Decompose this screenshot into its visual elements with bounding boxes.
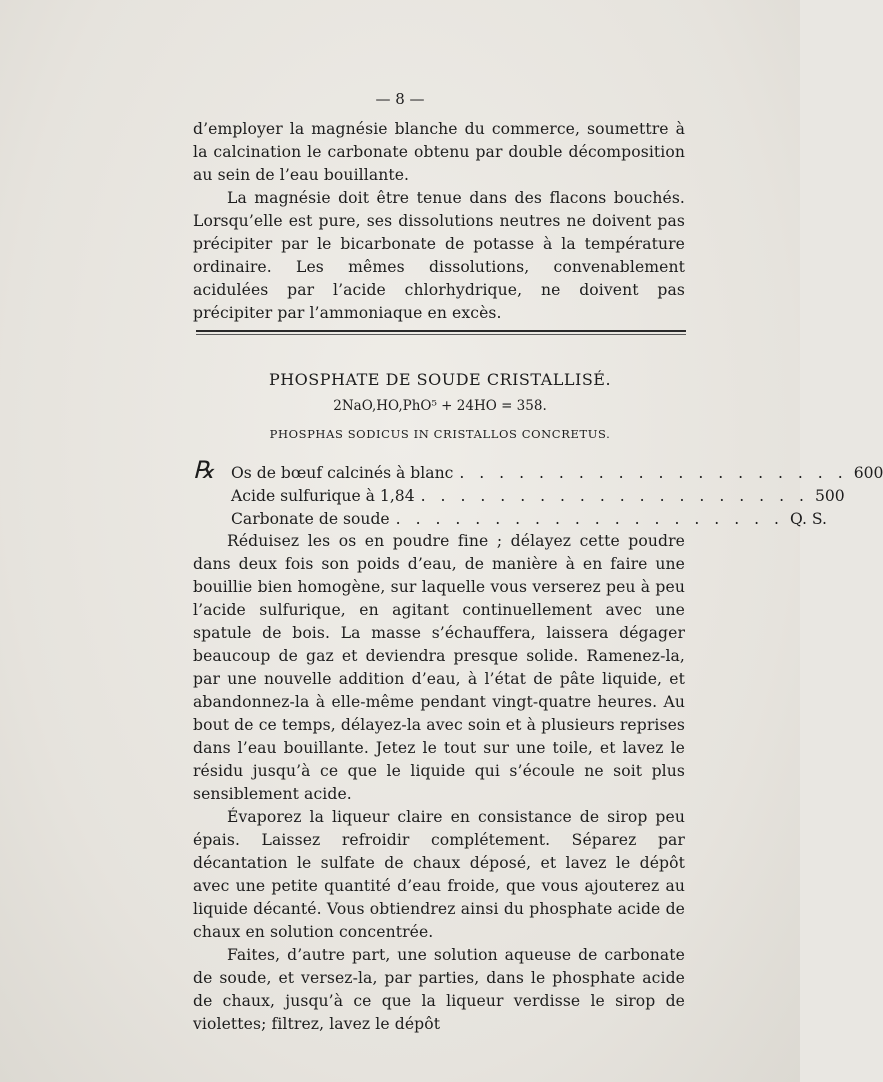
ingredient-row xyxy=(231,508,827,531)
ingredient-name: Acide sulfurique à 1,84 xyxy=(231,487,415,505)
ingredient-row xyxy=(231,462,883,485)
latin-name: PHOSPHAS SODICUS IN CRISTALLOS CONCRETUS. xyxy=(269,427,611,441)
leader-dots: . . . . . . . . . . . . . . . . . . . . xyxy=(420,487,809,505)
section-divider-thin xyxy=(196,334,686,335)
page-number: — 8 — xyxy=(375,90,425,108)
paragraph: La magnésie doit être tenue dans des flacons bouchés. Lorsqu’elle est pure, ses dissolutions neutres ne doivent pas précipiter par le bicarbonate de potasse à la température ordinaire. Les mêmes dissolutions, convenablement acidulées par l’acide chlorhydrique, ne doivent pas précipiter par l’ammoniaque en excès. xyxy=(193,189,685,322)
recipe-symbol: ℞ xyxy=(193,456,215,484)
paragraph: Évaporez la liqueur claire en consistance de sirop peu épais. Laissez refroidir complétement. Séparez par décantation le sulfate de chaux déposé, et lavez le dépôt avec une petite quantité d’eau froide, que vous ajouterez au liquide décanté. Vous obtiendrez ainsi du phosphate acide de chaux en solution concentrée. xyxy=(193,808,685,941)
leader-dots: . . . . . . . . . . . . . . . . . . . . xyxy=(395,510,784,528)
leader-dots: . . . . . . . . . . . . . . . . . . . . xyxy=(459,464,848,482)
ingredient-name: Carbonate de soude xyxy=(231,510,390,528)
section-divider xyxy=(196,330,686,332)
ingredient-quantity: Q. S. xyxy=(789,510,827,528)
intro-text xyxy=(193,118,685,325)
section-title: PHOSPHATE DE SOUDE CRISTALLISÉ. xyxy=(268,370,612,389)
ingredient-row xyxy=(231,485,845,508)
ingredient-name: Os de bœuf calcinés à blanc xyxy=(231,464,454,482)
paragraph: Faites, d’autre part, une solution aqueuse de carbonate de soude, et versez-la, par parties, dans le phosphate acide de chaux, jusqu’à ce que la liqueur verdisse le sirop de violettes; filtrez, lavez le dépôt xyxy=(193,946,685,1033)
paragraph: d’employer la magnésie blanche du commerce, soumettre à la calcination le carbonate obtenu par double décomposition au sein de l’eau bouillante. xyxy=(193,120,685,184)
ingredient-quantity: 600 xyxy=(853,464,883,482)
chemical-formula: 2NaO,HO,PhO⁵ + 24HO = 358. xyxy=(333,398,547,414)
ingredient-quantity: 500 xyxy=(814,487,845,505)
body-text xyxy=(193,530,685,1036)
paragraph: Réduisez les os en poudre fine ; délayez cette poudre dans deux fois son poids d’eau, de manière à en faire une bouillie bien homogène, sur laquelle vous verserez peu à peu l’acide sulfurique, en agitant continuellement avec une spatule de bois. La masse s’échauffera, laissera dégager beaucoup de gaz et deviendra presque solide. Ramenez-la, par une nouvelle addition d’eau, à l’état de pâte liquide, et abandonnez-la à elle-même pendant vingt-quatre heures. Au bout de ce temps, délayez-la avec soin et à plusieurs reprises dans l’eau bouillante. Jetez le tout sur une toile, et lavez le résidu jusqu’à ce que le liquide qui s’écoule ne soit plus sensiblement acide. xyxy=(193,532,685,803)
